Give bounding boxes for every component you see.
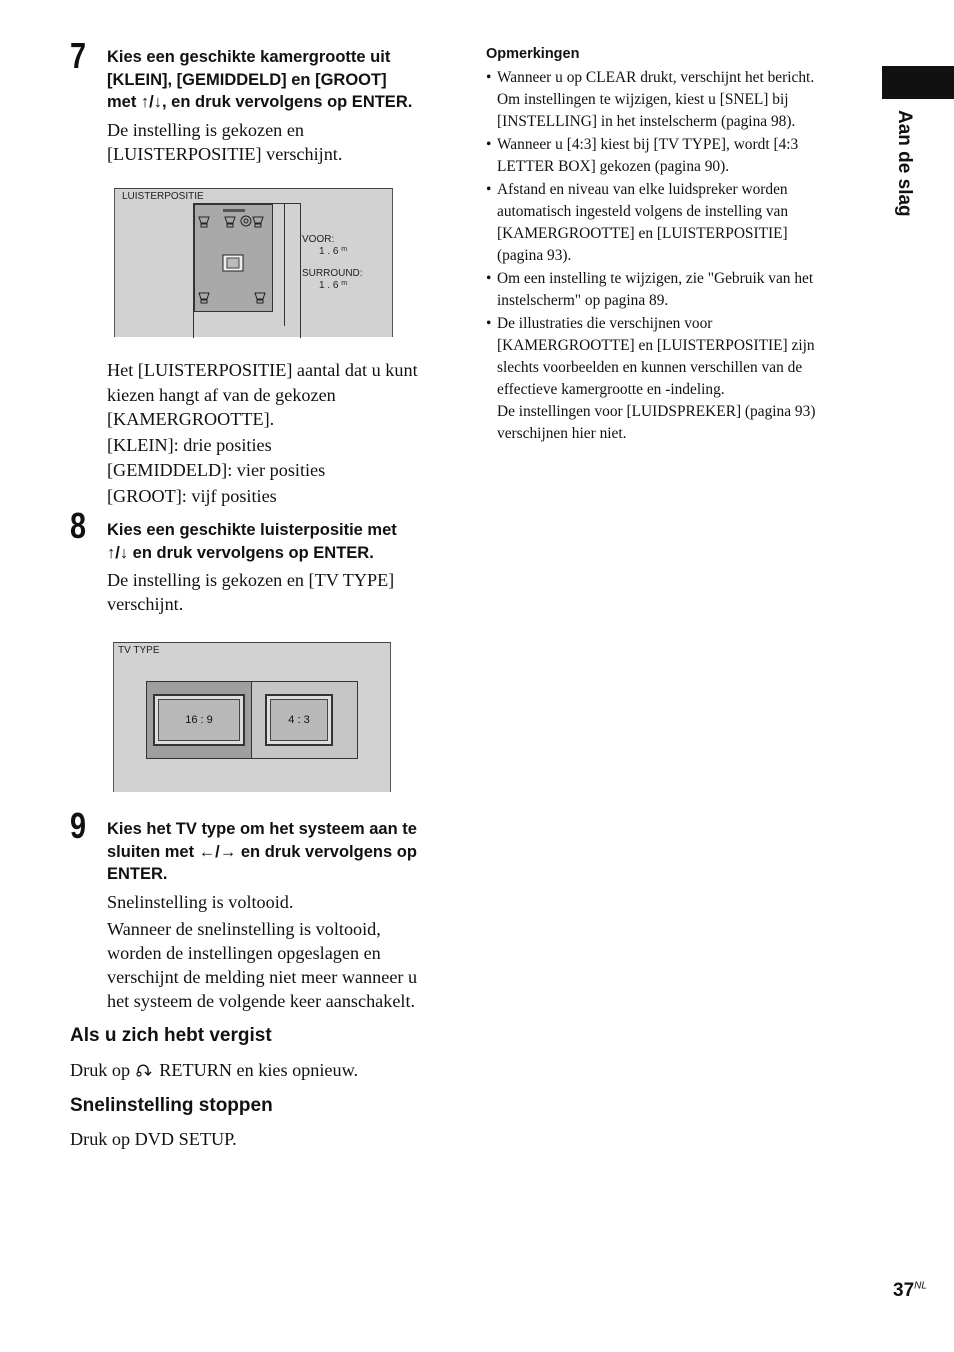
front-distance-value bbox=[319, 246, 347, 257]
section-tab-marker bbox=[882, 66, 954, 99]
step-9-heading-line: sluiten met ←/→ en druk vervolgens op bbox=[107, 842, 417, 861]
page-number bbox=[893, 1280, 927, 1302]
step-7-heading bbox=[107, 46, 457, 114]
surround-distance-number: 1 . 6 bbox=[319, 280, 339, 291]
mistake-heading: Als u zich hebt vergist bbox=[70, 1025, 272, 1046]
note-item bbox=[486, 268, 866, 312]
note-line: [KAMERGROOTTE] en [LUISTERPOSITIE] bbox=[497, 225, 788, 242]
body-line: De instelling is gekozen en bbox=[107, 120, 304, 140]
body-line: kiezen hangt af van de gekozen bbox=[107, 384, 336, 405]
tv-option-wide-label: 16 : 9 bbox=[158, 699, 240, 741]
body-line: [GEMIDDELD]: vier posities bbox=[107, 460, 326, 481]
body-line: [LUISTERPOSITIE] verschijnt. bbox=[107, 144, 343, 164]
surround-distance-value bbox=[319, 280, 347, 291]
page-number-value: 37 bbox=[893, 1280, 915, 1301]
note-line: • De illustraties die verschijnen voor bbox=[497, 315, 713, 332]
tv-type-options bbox=[146, 681, 358, 759]
body-line: [GROOT]: vijf posities bbox=[107, 485, 277, 506]
body-line: De instelling is gekozen en [TV TYPE] bbox=[107, 570, 395, 590]
notes-list bbox=[486, 67, 866, 446]
body-line: Wanneer de snelinstelling is voltooid, bbox=[107, 919, 381, 939]
mistake-text bbox=[70, 1058, 358, 1082]
note-line: slechts voorbeelden en kunnen verschillen van de bbox=[497, 359, 803, 376]
body-line: worden de instellingen opgeslagen en bbox=[107, 943, 381, 963]
body-line: Snelinstelling is voltooid. bbox=[107, 892, 294, 912]
body-line: verschijnt de melding niet meer wanneer u bbox=[107, 967, 418, 987]
note-item bbox=[486, 134, 866, 178]
mistake-text-after: RETURN en kies opnieuw. bbox=[159, 1060, 359, 1080]
step-7-heading-line: Kies een geschikte kamergrootte uit bbox=[107, 48, 391, 66]
front-distance-unit: m bbox=[341, 246, 348, 253]
note-line: effectieve kamergrootte en -indeling. bbox=[497, 381, 725, 398]
front-distance-label: VOOR: bbox=[302, 234, 335, 245]
note-item bbox=[486, 67, 866, 133]
note-item bbox=[486, 313, 866, 445]
surround-distance-unit: m bbox=[341, 280, 348, 287]
note-line: • Om een instelling te wijzigen, zie "Gebruik van het bbox=[497, 270, 814, 287]
mistake-text-before: Druk op bbox=[70, 1060, 131, 1080]
note-line: [INSTELLING] in het instelscherm (pagina 98). bbox=[497, 113, 796, 130]
step-8-body bbox=[107, 568, 457, 616]
section-tab-label: Aan de slag bbox=[894, 110, 915, 217]
step-number-7: 7 bbox=[70, 35, 87, 76]
step-7-heading-line: [KLEIN], [GEMIDDELD] en [GROOT] bbox=[107, 70, 387, 89]
step-number-8: 8 bbox=[70, 505, 87, 546]
body-line: verschijnt. bbox=[107, 594, 184, 614]
listening-position-screen bbox=[114, 188, 393, 337]
body-line: het systeem de volgende keer aanschakelt. bbox=[107, 991, 416, 1011]
step-9-heading bbox=[107, 818, 457, 886]
step-7-heading-line: met ↑/↓, en druk vervolgens op ENTER. bbox=[107, 93, 413, 111]
body-line: [KAMERGROOTTE]. bbox=[107, 409, 275, 430]
speaker-layout-icon bbox=[195, 205, 272, 311]
note-line: instelscherm" op pagina 89. bbox=[497, 292, 669, 309]
step-7-explanation bbox=[107, 358, 457, 509]
tv-frame-icon bbox=[153, 694, 245, 746]
note-line: automatisch ingesteld volgens de instelling van bbox=[497, 203, 789, 220]
notes-title: Opmerkingen bbox=[486, 46, 580, 62]
note-item bbox=[486, 179, 866, 267]
return-icon bbox=[135, 1063, 155, 1077]
front-distance-number: 1 . 6 bbox=[319, 246, 339, 257]
tv-option-standard[interactable] bbox=[265, 694, 333, 746]
note-line: • Afstand en niveau van elke luidspreker worden bbox=[497, 181, 788, 198]
note-line: verschijnen hier niet. bbox=[497, 425, 627, 442]
body-line: Het [LUISTERPOSITIE] aantal dat u kunt bbox=[107, 360, 418, 380]
step-8-heading-line: Kies een geschikte luisterpositie met bbox=[107, 521, 397, 539]
body-line: [KLEIN]: drie posities bbox=[107, 434, 272, 455]
note-line: De instellingen voor [LUIDSPREKER] (pagina 93) bbox=[497, 403, 816, 420]
tv-option-standard-label: 4 : 3 bbox=[270, 699, 328, 741]
stop-heading: Snelinstelling stoppen bbox=[70, 1095, 273, 1116]
note-line: (pagina 93). bbox=[497, 247, 572, 264]
note-line: LETTER BOX] gekozen (pagina 90). bbox=[497, 158, 730, 175]
step-7-body bbox=[107, 118, 457, 166]
step-9-heading-line: Kies het TV type om het systeem aan te bbox=[107, 820, 417, 838]
step-9-body bbox=[107, 890, 457, 1013]
step-8-heading-line: ↑/↓ en druk vervolgens op ENTER. bbox=[107, 543, 374, 562]
page-number-suffix: NL bbox=[914, 1280, 927, 1292]
note-line: • Wanneer u [4:3] kiest bij [TV TYPE], wordt [4:3 bbox=[497, 136, 799, 153]
note-line: • Wanneer u op CLEAR drukt, verschijnt het bericht. bbox=[497, 69, 815, 86]
step-number-9: 9 bbox=[70, 805, 87, 846]
surround-distance-label: SURROUND: bbox=[302, 268, 363, 279]
screen-title: LUISTERPOSITIE bbox=[122, 191, 204, 202]
step-8-heading bbox=[107, 519, 457, 564]
note-line: [KAMERGROOTTE] en [LUISTERPOSITIE] zijn bbox=[497, 337, 815, 354]
screen-title: TV TYPE bbox=[118, 645, 160, 656]
tv-type-screen bbox=[113, 642, 391, 792]
tv-option-wide-selected[interactable] bbox=[147, 682, 252, 758]
step-9-heading-line: ENTER. bbox=[107, 865, 168, 883]
stop-text: Druk op DVD SETUP. bbox=[70, 1129, 237, 1149]
room-outline-small bbox=[194, 204, 273, 312]
note-line: Om instellingen te wijzigen, kiest u [SNEL] bij bbox=[497, 91, 789, 108]
